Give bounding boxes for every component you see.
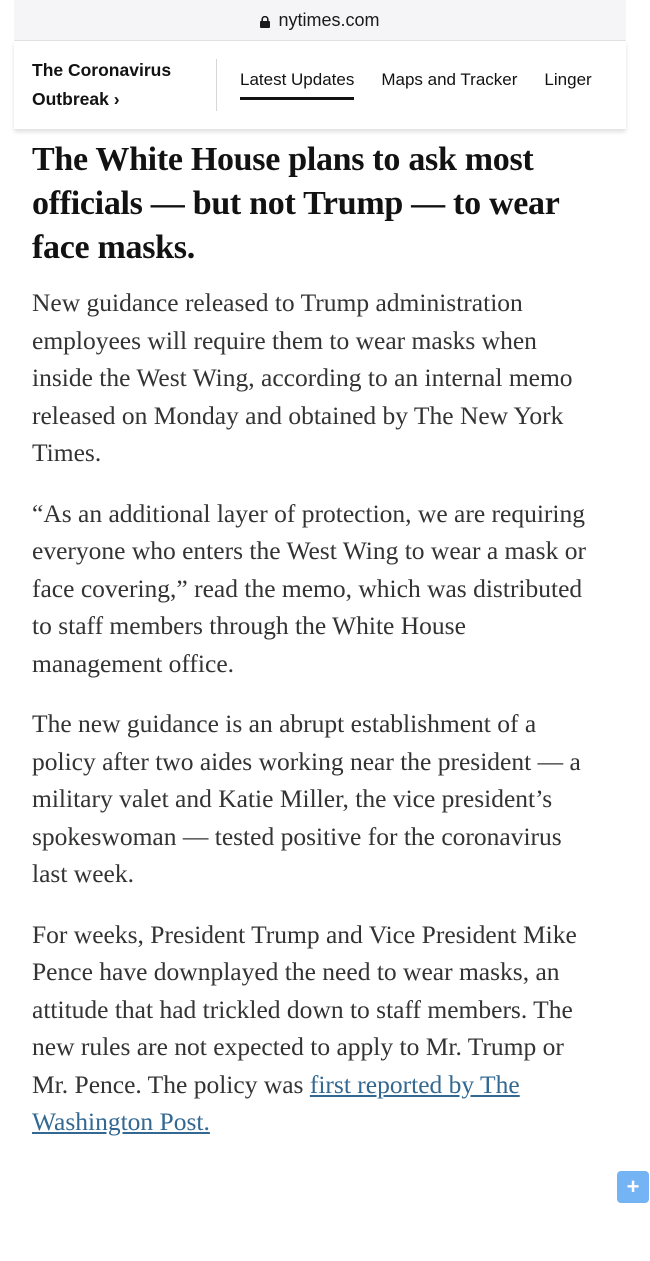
tab-latest-updates[interactable]: Latest Updates	[240, 70, 354, 100]
section-title-link[interactable]	[32, 56, 171, 114]
washington-post-link[interactable]: first reported by The Washington Post.	[32, 1069, 520, 1136]
article-paragraph-4	[32, 916, 600, 1141]
section-title-line2: Outbreak ›	[32, 89, 120, 109]
article-paragraph-2: “As an additional layer of protection, we are requiring everyone who enters the West Wing to wear a mask or face covering,” read the memo, which was distributed to staff members through the White House management office.	[32, 498, 586, 678]
nav-divider	[216, 59, 217, 111]
section-title-line1: The Coronavirus	[32, 60, 172, 80]
domain-text: nytimes.com	[278, 9, 380, 30]
tab-maps-and-tracker[interactable]: Maps and Tracker	[381, 70, 518, 89]
nav-tabs	[240, 70, 619, 100]
article-paragraph-3: The new guidance is an abrupt establishment of a policy after two aides working near the president — a military valet and Katie Miller, the vice president’s spokeswoman — tested positive for the coronavirus last week.	[32, 709, 581, 888]
lock-icon	[260, 12, 270, 24]
floating-plus-button[interactable]: +	[617, 1171, 649, 1203]
browser-address-bar[interactable]	[14, 0, 626, 41]
article-body	[32, 284, 600, 1164]
article-paragraph-4-text: For weeks, President Trump and Vice President Mike Pence have downplayed the need to wear masks, an attitude that had trickled down to staff members. The new rules are not expected to apply to Mr. Trump or Mr. Pence. The policy was	[32, 919, 577, 1099]
article-headline: The White House plans to ask most officials — but not Trump — to wear face masks.	[32, 141, 559, 266]
section-nav-bar	[14, 41, 626, 129]
tab-linger[interactable]: Linger	[544, 70, 592, 89]
article-paragraph-1: New guidance released to Trump administration employees will require them to wear masks when inside the West Wing, according to an internal memo released on Monday and obtained by The New York Times.	[32, 288, 573, 467]
